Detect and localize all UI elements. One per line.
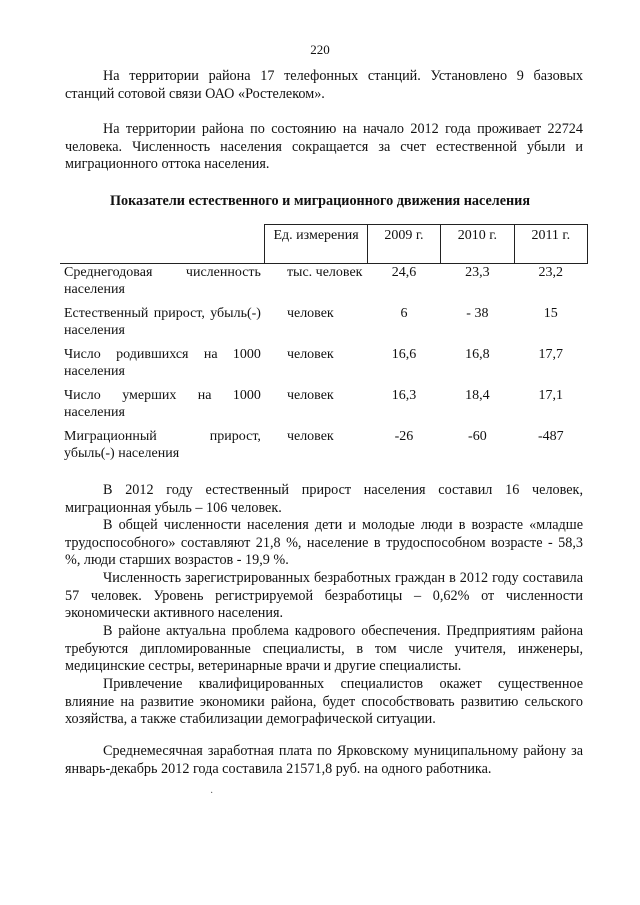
paragraph-population: На территории района по состоянию на начало 2012 года проживает 22724 человека. Численность населения сокращается за счет естественной убыли и миграционного оттока населения. xyxy=(65,121,583,172)
row-name: Естественный прирост, убыль(-) населения xyxy=(64,306,261,338)
row-unit: человек xyxy=(286,388,334,403)
paragraph-salary: Среднемесячная заработная плата по Ярковскому муниципальному району за январь-декабрь 2012 года составила 21571,8 руб. на одного работника. xyxy=(65,743,583,777)
row-value-2009: 24,6 xyxy=(391,265,417,280)
row-value-2010: 18,4 xyxy=(465,388,490,403)
table-row xyxy=(60,305,588,346)
row-unit: человек xyxy=(286,429,334,444)
row-name: Миграционный прирост, убыль(-) населения xyxy=(64,429,261,461)
row-name: Среднегодовая численность населения xyxy=(64,265,261,297)
paragraph-age-structure: В общей численности населения дети и молодые люди в возрасте «младше трудоспособного» составляют 21,8 %, население в трудоспособном возрасте - 58,3 %, люди старших возрастов - 19,9 %. xyxy=(65,517,583,568)
page-number: 220 xyxy=(310,42,330,57)
table-row xyxy=(60,428,588,469)
table-header-row xyxy=(60,225,588,264)
table-title: Показатели естественного и миграционного движения населения xyxy=(109,193,531,209)
row-value-2011: -487 xyxy=(537,429,564,444)
row-unit: тыс. человек xyxy=(286,265,363,280)
row-value-2011: 17,7 xyxy=(538,347,564,362)
paragraph-specialists: Привлечение квалифицированных специалистов окажет существенное влияние на развитие экономики района, будет способствовать развитию сельского хозяйства, а также стабилизации демографической ситуации. xyxy=(65,676,583,727)
row-value-2009: 16,3 xyxy=(391,388,417,403)
row-value-2010: 23,3 xyxy=(465,265,490,280)
row-value-2010: 16,8 xyxy=(465,347,490,362)
row-value-2009: -26 xyxy=(394,429,414,444)
paragraph-telephone-stations: На территории района 17 телефонных станций. Установлено 9 базовых станций сотовой связи ОАО «Ростелеком». xyxy=(65,68,583,102)
header-2011: 2011 г. xyxy=(514,225,587,264)
paragraph-staffing: В районе актуальна проблема кадрового обеспечения. Предприятиям района требуются дипломированные специалисты, в том числе учителя, инженеры, медицинские сестры, ветеринарные врачи и другие специалисты. xyxy=(65,623,583,674)
header-unit: Ед. измерения xyxy=(265,225,367,264)
row-value-2010: -60 xyxy=(468,429,487,444)
row-name: Число родившихся на 1000 населения xyxy=(64,347,261,379)
header-indicator xyxy=(60,225,265,264)
paragraph-unemployment: Численность зарегистрированных безработных граждан в 2012 году составила 57 человек. Уровень регистрируемой безработицы – 0,62% от численности экономически активного населения. xyxy=(65,570,583,621)
table-row xyxy=(60,387,588,428)
row-value-2011: 15 xyxy=(543,306,558,321)
table-row xyxy=(60,346,588,387)
row-value-2011: 23,2 xyxy=(538,265,564,280)
row-value-2009: 16,6 xyxy=(391,347,417,362)
row-name: Число умерших на 1000 населения xyxy=(64,388,261,420)
row-value-2010: - 38 xyxy=(466,306,489,321)
table-row xyxy=(60,264,588,306)
row-value-2009: 6 xyxy=(400,306,408,321)
row-value-2011: 17,1 xyxy=(538,388,564,403)
header-2010: 2010 г. xyxy=(441,225,514,264)
population-table xyxy=(60,224,588,469)
row-unit: человек xyxy=(286,306,334,321)
header-2009: 2009 г. xyxy=(367,225,440,264)
row-unit: человек xyxy=(286,347,334,362)
scan-speck: · xyxy=(210,788,214,799)
paragraph-natural-growth: В 2012 году естественный прирост населения составил 16 человек, миграционная убыль – 106 человек. xyxy=(65,482,583,516)
